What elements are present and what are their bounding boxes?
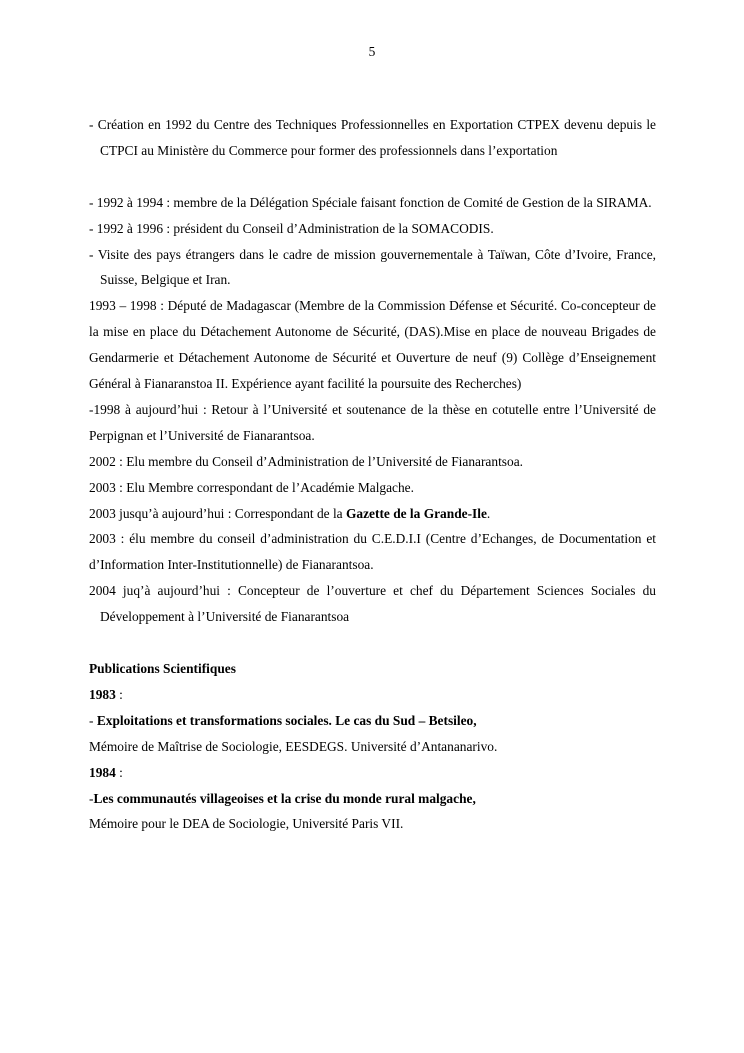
career-item-depute: 1993 – 1998 : Député de Madagascar (Membre de la Commission Défense et Sécurité. Co-concepteur de la mise en place du Détachement Autonome de Sécurité, (DAS).Mise en place de nouveau Brigades de Gendarmerie et Détachement Autonome de Sécurité et Ouverture de neuf (9) Collège d’Enseignement Général à Fianaranstoa II. Expérience ayant facilité la poursuite des Recherches) bbox=[89, 298, 656, 392]
gazette-name: Gazette de la Grande-Ile bbox=[345, 505, 487, 521]
publication-title: - Exploitations et transformations sociales. Le cas du Sud – Betsileo, bbox=[89, 712, 477, 728]
career-item-gazette bbox=[89, 501, 656, 527]
page-body bbox=[89, 112, 656, 837]
career-item-cedii: 2003 : élu membre du conseil d’administration du C.E.D.I.I (Centre d’Echanges, de Documentation et d’Information Inter-Institutionnelle) de Fianarantsoa. bbox=[89, 531, 656, 573]
publication-year: 1983 : bbox=[89, 686, 123, 702]
page-number: 5 bbox=[368, 44, 376, 59]
publication-description: Mémoire de Maîtrise de Sociologie, EESDEGS. Université d’Antananarivo. bbox=[89, 738, 498, 754]
publication-year: 1984 : bbox=[89, 764, 123, 780]
gazette-prefix: 2003 jusqu’à aujourd’hui : Correspondant de la bbox=[89, 505, 346, 521]
publications-heading: Publications Scientifiques bbox=[89, 661, 236, 676]
gazette-suffix: . bbox=[486, 505, 491, 521]
career-item-2002: 2002 : Elu membre du Conseil d’Administration de l’Université de Fianarantsoa. bbox=[89, 453, 523, 469]
career-item-visits: - Visite des pays étrangers dans le cadre de mission gouvernementale à Taïwan, Côte d’Ivoire, France, Suisse, Belgique et Iran. bbox=[89, 246, 656, 288]
publication-description: Mémoire pour le DEA de Sociologie, Université Paris VII. bbox=[89, 816, 404, 832]
career-item-universite: -1998 à aujourd’hui : Retour à l’Université et soutenance de la thèse en cotutelle entre l’Université de Perpignan et l’Université de Fianarantsoa. bbox=[89, 401, 656, 443]
career-item-ctpex: - Création en 1992 du Centre des Techniques Professionnelles en Exportation CTPEX devenu depuis le CTPCI au Ministère du Commerce pour former des professionnels dans l’exportation bbox=[89, 117, 656, 158]
publication-title: -Les communautés villageoises et la crise du monde rural malgache, bbox=[89, 790, 476, 806]
spacer bbox=[89, 630, 656, 656]
career-item-sirama: - 1992 à 1994 : membre de la Délégation Spéciale faisant fonction de Comité de Gestion de la SIRAMA. bbox=[89, 194, 652, 210]
career-item-2003-academie: 2003 : Elu Membre correspondant de l’Académie Malgache. bbox=[89, 479, 414, 495]
career-item-2004: 2004 juq’à aujourd’hui : Concepteur de l’ouverture et chef du Département Sciences Sociales du Développement à l’Université de Fianarantsoa bbox=[89, 583, 656, 625]
spacer bbox=[89, 164, 656, 190]
career-item-somacodis: - 1992 à 1996 : président du Conseil d’Administration de la SOMACODIS. bbox=[89, 220, 494, 236]
